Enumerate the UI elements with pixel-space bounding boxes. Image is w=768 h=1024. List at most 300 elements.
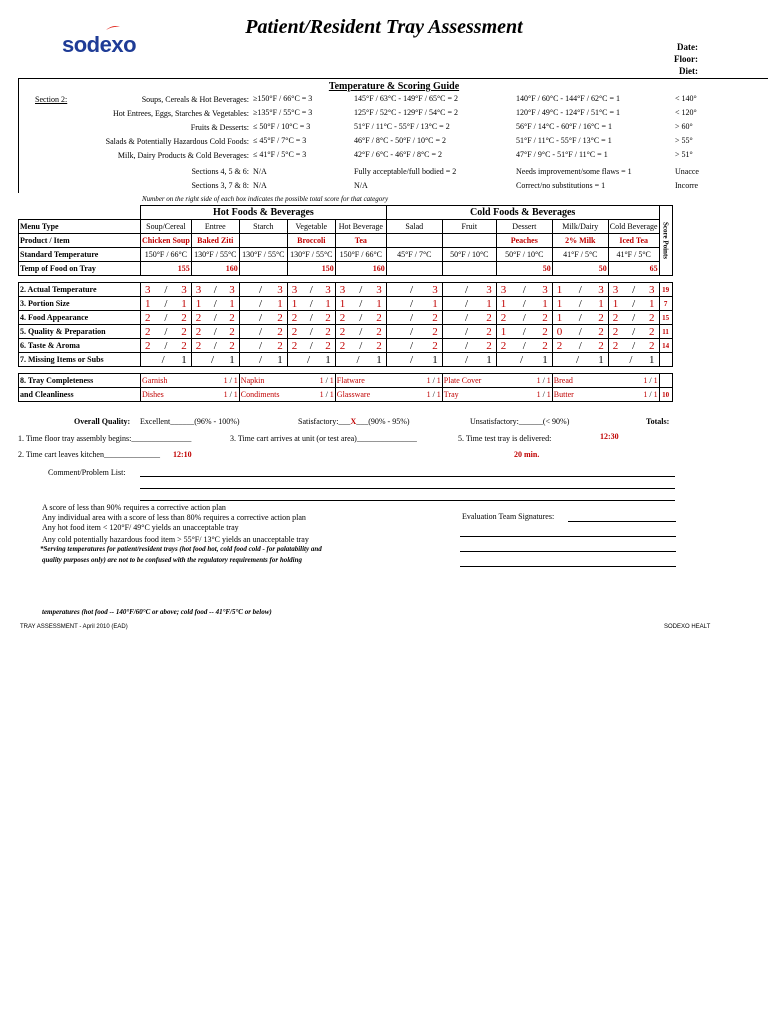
score-earned: 2 [339,325,346,338]
score-row-total [659,353,672,367]
score-max: 3 [325,283,331,296]
completeness-item-name: Tray [443,390,459,399]
score-cell[interactable] [239,353,287,367]
score-value [554,284,607,296]
completeness-item[interactable] [141,374,240,388]
score-slash: / [161,353,165,366]
guide-row-label: Fruits & Desserts: [190,123,249,132]
score-max: 1 [277,353,283,366]
score-max: 2 [181,339,187,352]
score-cell[interactable] [191,353,239,367]
tray-temp-cell[interactable]: 160 [191,262,239,276]
score-cell[interactable] [239,325,287,339]
score-cell[interactable] [442,311,496,325]
score-max: 1 [181,297,187,310]
score-cell[interactable] [191,311,239,325]
score-slash: / [410,325,414,338]
note-line: Any individual area with a score of less than 80% requires a corrective action plan [42,513,306,522]
row-label: Product / Item [19,234,141,248]
score-earned: 3 [195,283,202,296]
standard-temp-cell[interactable]: 130°F / 55°C [287,248,335,262]
group-header-row [19,206,673,220]
product-cell[interactable]: Iced Tea [608,234,659,248]
score-value [388,340,441,352]
score-slash: / [410,353,414,366]
score-earned: 3 [500,283,507,296]
completeness-item-score [643,376,657,385]
completeness-item[interactable] [141,388,240,402]
score-max: 1 [229,353,235,366]
score-cell[interactable] [386,325,442,339]
score-cell[interactable] [442,353,496,367]
score-slash: / [213,339,217,352]
score-slash: / [213,311,217,324]
score-max: 2 [486,339,492,352]
standard-temp-row [19,248,673,262]
score-value [337,354,385,366]
footer-right: SODEXO HEALT [664,624,711,630]
guide-row-c3: 140°F / 60°C - 144°F / 62°C = 1 [516,94,620,103]
score-value [498,340,551,352]
signature-line[interactable] [568,521,676,522]
tray-temp-cell[interactable] [386,262,442,276]
completeness-total: 10 [659,388,672,402]
menu-type-row [19,220,673,234]
signature-line[interactable] [460,536,676,537]
time-tray-delivered[interactable]: 5. Time test tray is delivered: [458,434,552,443]
completeness-item-score [320,376,334,385]
score-slash: / [259,297,263,310]
score-slash: / [522,283,526,296]
product-cell[interactable]: 2% Milk [552,234,608,248]
guide-row-c1: ≥135°F / 55°C = 3 [253,108,313,117]
score-cell[interactable] [335,325,386,339]
sections-378-label: Sections 3, 7 & 8: [191,181,249,190]
score-cell[interactable] [287,297,335,311]
score-earned: 2 [145,311,151,324]
score-value [142,326,190,338]
score-max: 1 [542,353,548,366]
guide-row-label: Hot Entrees, Eggs, Starches & Vegetables: [112,109,249,118]
time-cart-leaves[interactable]: 2. Time cart leaves kitchen______________ [18,450,160,459]
completeness-item-max: 1 [436,390,441,399]
score-slash: / [359,339,363,352]
completeness-item[interactable] [239,388,335,402]
completeness-item-score [537,390,551,399]
menu-type-cell[interactable]: Hot Beverage [335,220,386,234]
score-earned: 2 [556,339,563,352]
score-value [142,312,190,324]
completeness-item-max: 1 [233,390,238,399]
score-value [498,312,551,324]
score-cell[interactable] [608,339,659,353]
score-slash: / [259,311,263,324]
completeness-item[interactable] [442,374,552,388]
score-cell[interactable] [191,325,239,339]
product-cell[interactable] [442,234,496,248]
score-cell[interactable] [386,339,442,353]
completeness-item[interactable] [442,388,552,402]
satisfactory-label: Satisfactory:___ [298,417,351,426]
tray-temp-cell[interactable]: 65 [608,262,659,276]
score-max: 2 [432,339,438,352]
score-max: 2 [229,325,235,338]
completeness-slash: / [430,390,437,399]
score-value [610,298,658,310]
signature-line[interactable] [460,566,676,567]
score-slash: / [522,325,526,338]
score-value [610,312,658,324]
score-cell[interactable] [141,325,192,339]
score-cell[interactable] [552,283,608,297]
assessment-table [18,205,673,402]
score-earned: 2 [612,325,619,338]
completeness-item-value: 1 [536,390,541,399]
completeness-item-content [142,390,238,399]
score-earned: 2 [195,311,202,324]
score-cell[interactable] [386,311,442,325]
score-cell[interactable] [496,325,552,339]
tray-temp-cell[interactable] [239,262,287,276]
completeness-item[interactable] [552,388,659,402]
menu-type-cell[interactable]: Fruit [442,220,496,234]
score-row [19,325,673,339]
completeness-item-name: Glassware [336,390,371,399]
note-line: Any hot food item < 120°F/ 49°C yields an unacceptable tray [42,523,239,532]
score-row [19,297,673,311]
tray-temp-cell[interactable]: 50 [496,262,552,276]
comment-line[interactable] [140,476,675,477]
score-earned: 3 [339,283,346,296]
sections-456-c4: Unacce [675,167,699,176]
score-cell[interactable] [442,297,496,311]
score-earned: 3 [612,283,619,296]
score-cell[interactable] [496,283,552,297]
tray-temp-cell[interactable] [442,262,496,276]
score-cell[interactable] [552,325,608,339]
score-cell[interactable] [442,283,496,297]
sections-378-c3: Correct/no substitutions = 1 [516,181,606,190]
score-cell[interactable] [141,297,192,311]
score-cell[interactable] [552,353,608,367]
score-slash: / [359,283,363,296]
score-cell[interactable] [608,353,659,367]
score-cell[interactable] [442,339,496,353]
completeness-item-max: 1 [653,390,658,399]
score-slash: / [465,311,469,324]
sections-378-c1: N/A [253,181,267,190]
score-max: 2 [376,339,382,352]
score-slash: / [259,325,263,338]
score-max: 2 [598,311,604,324]
score-value [610,354,658,366]
completeness-item-content [241,390,334,399]
score-slash: / [629,353,633,366]
satisfactory-option[interactable] [298,417,410,426]
score-cell[interactable] [386,297,442,311]
completeness-item-content [337,390,441,399]
menu-type-cell[interactable]: Starch [239,220,287,234]
score-cell[interactable] [386,353,442,367]
score-slash: / [309,325,313,338]
score-max: 1 [229,297,235,310]
score-slash: / [522,297,526,310]
score-max: 3 [229,283,235,296]
score-cell[interactable] [191,339,239,353]
score-max: 2 [486,325,492,338]
score-slash: / [307,353,311,366]
product-cell[interactable]: Tea [335,234,386,248]
score-value [337,326,385,338]
score-row-total: 19 [659,283,672,297]
score-slash: / [309,311,313,324]
score-value [289,340,334,352]
completeness-item-content [554,390,658,399]
menu-type-cell[interactable]: Entree [191,220,239,234]
completeness-slash: / [647,376,654,385]
score-cell[interactable] [287,339,335,353]
score-row-total: 15 [659,311,672,325]
time-cart-arrives[interactable]: 3. Time cart arrives at unit (or test area)_______________ [230,434,417,443]
score-value [337,298,385,310]
completeness-item-content [444,376,551,385]
score-max: 2 [649,311,655,324]
standard-temp-cell[interactable]: 130°F / 55°C [239,248,287,262]
delivery-duration: 20 min. [514,450,540,459]
sections-456-label: Sections 4, 5 & 6: [191,167,249,176]
standard-temp-cell[interactable]: 150°F / 66°C [335,248,386,262]
tray-temp-cell[interactable]: 150 [287,262,335,276]
score-cell[interactable] [552,297,608,311]
score-cell[interactable] [287,283,335,297]
score-cell[interactable] [608,297,659,311]
tray-temp-cell[interactable]: 50 [552,262,608,276]
menu-type-cell[interactable]: Salad [386,220,442,234]
row-label: Menu Type [19,220,141,234]
score-cell[interactable] [335,353,386,367]
score-earned: 1 [556,297,563,310]
completeness-item-value: 1 [319,376,324,385]
score-cell[interactable] [552,339,608,353]
unsatisfactory-option[interactable]: Unsatisfactory:______(< 90%) [470,417,570,426]
guide-row-c2: 145°F / 63°C - 149°F / 65°C = 2 [354,94,458,103]
score-max: 1 [598,297,604,310]
score-max: 2 [229,311,235,324]
product-cell[interactable]: Peaches [496,234,552,248]
score-slash: / [164,283,168,296]
score-row-label: 2. Actual Temperature [19,283,141,297]
score-value [193,326,238,338]
score-max: 3 [486,283,492,296]
score-value [554,298,607,310]
score-max: 1 [649,353,655,366]
score-slash: / [164,339,168,352]
product-cell[interactable]: Chicken Soup [141,234,192,248]
score-row-total: 11 [659,325,672,339]
completeness-slash: / [647,390,654,399]
score-slash: / [465,325,469,338]
score-max: 3 [542,283,548,296]
score-cell[interactable] [335,311,386,325]
completeness-slash: / [227,376,234,385]
score-slash: / [632,297,636,310]
comment-line[interactable] [140,488,675,489]
score-max: 3 [598,283,604,296]
score-max: 1 [325,353,331,366]
score-cell[interactable] [386,283,442,297]
product-cell[interactable] [386,234,442,248]
score-slash: / [465,339,469,352]
time-tray-delivered-value: 12:30 [600,432,619,441]
score-slash: / [259,283,263,296]
score-value [193,354,238,366]
diet-field-label: Diet: [679,66,698,76]
score-earned: 1 [612,297,619,310]
score-cell[interactable] [191,297,239,311]
menu-type-cell[interactable]: Cold Beverage [608,220,659,234]
score-slash: / [213,283,217,296]
completeness-item-name: Condiments [240,390,280,399]
score-max: 2 [277,339,283,352]
score-cell[interactable] [335,339,386,353]
completeness-label: 8. Tray Completeness [19,374,141,388]
completeness-item-value: 1 [223,376,228,385]
score-value [388,312,441,324]
score-value [554,326,607,338]
completeness-item-score [224,390,238,399]
score-cell[interactable] [191,283,239,297]
score-slash: / [164,311,168,324]
time-assembly-begins[interactable]: 1. Time floor tray assembly begins:_______________ [18,434,192,443]
score-cell[interactable] [141,311,192,325]
menu-type-cell[interactable]: Milk/Dairy [552,220,608,234]
signature-line[interactable] [460,551,676,552]
score-slash: / [309,283,313,296]
score-cell[interactable] [335,297,386,311]
score-value [498,284,551,296]
score-cell[interactable] [552,311,608,325]
product-cell[interactable] [239,234,287,248]
score-slash: / [576,353,580,366]
score-cell[interactable] [287,325,335,339]
score-row [19,353,673,367]
score-max: 1 [649,297,655,310]
score-max: 2 [432,325,438,338]
score-cell[interactable] [287,353,335,367]
score-earned: 1 [556,283,563,296]
score-slash: / [632,325,636,338]
score-slash: / [632,339,636,352]
standard-temp-cell[interactable]: 41°F / 5°C [552,248,608,262]
score-cell[interactable] [141,339,192,353]
score-cell[interactable] [496,339,552,353]
completeness-item[interactable] [239,374,335,388]
standard-temp-cell[interactable]: 45°F / 7°C [386,248,442,262]
tray-temp-cell[interactable]: 160 [335,262,386,276]
comment-line[interactable] [140,500,675,501]
completeness-item[interactable] [335,388,442,402]
score-max: 2 [542,325,548,338]
section2-label: Section 2: [35,95,68,104]
completeness-item-value: 1 [319,390,324,399]
score-cell[interactable] [287,311,335,325]
score-cell[interactable] [141,283,192,297]
completeness-item[interactable] [335,374,442,388]
score-cell[interactable] [496,311,552,325]
score-earned: 3 [145,283,151,296]
score-cell[interactable] [442,325,496,339]
product-cell[interactable]: Baked Ziti [191,234,239,248]
completeness-item-name: Bread [553,376,573,385]
score-cell[interactable] [239,283,287,297]
date-field-label: Date: [677,42,698,52]
completeness-item-score [643,390,657,399]
menu-type-cell[interactable]: Vegetable [287,220,335,234]
score-max: 2 [325,339,331,352]
menu-type-cell[interactable]: Dessert [496,220,552,234]
score-value [241,326,286,338]
product-cell[interactable]: Broccoli [287,234,335,248]
standard-temp-cell[interactable]: 41°F / 5°C [608,248,659,262]
score-row-label: 4. Food Appearance [19,311,141,325]
score-cell[interactable] [335,283,386,297]
score-cell[interactable] [608,325,659,339]
score-cell[interactable] [141,353,192,367]
score-earned: 0 [556,325,563,338]
score-cell[interactable] [496,353,552,367]
standard-temp-cell[interactable]: 50°F / 10°C [496,248,552,262]
score-slash: / [578,325,582,338]
score-row [19,311,673,325]
score-value [142,298,190,310]
totals-label: Totals: [646,417,670,426]
score-max: 1 [486,353,492,366]
score-value [388,326,441,338]
menu-type-cell[interactable]: Soup/Cereal [141,220,192,234]
score-cell[interactable] [239,297,287,311]
score-max: 2 [325,311,331,324]
score-earned: 3 [291,283,298,296]
score-slash: / [578,297,582,310]
score-cell[interactable] [239,311,287,325]
completeness-item-max: 1 [546,390,551,399]
tray-temp-cell[interactable]: 155 [141,262,192,276]
score-cell[interactable] [608,283,659,297]
score-earned: 2 [291,311,298,324]
guide-row-c3: 47°F / 9°C - 51°F / 11°C = 1 [516,150,608,159]
standard-temp-cell[interactable]: 150°F / 66°C [141,248,192,262]
standard-temp-cell[interactable]: 130°F / 55°C [191,248,239,262]
score-value [388,354,441,366]
guide-row-c4: < 120° [675,108,697,117]
completeness-item-score [224,376,238,385]
excellent-option[interactable]: Excellent______(96% - 100%) [140,417,240,426]
score-cell[interactable] [496,297,552,311]
completeness-item[interactable] [552,374,659,388]
score-cell[interactable] [608,311,659,325]
blank-cell [19,206,141,220]
standard-temp-cell[interactable]: 50°F / 10°C [442,248,496,262]
score-max: 2 [649,325,655,338]
score-slash: / [359,297,363,310]
score-value [337,284,385,296]
score-max: 2 [376,325,382,338]
score-value [444,298,495,310]
guide-row-c2: 125°F / 52°C - 129°F / 54°C = 2 [354,108,458,117]
score-earned: 2 [145,339,151,352]
score-earned: 1 [500,325,507,338]
score-cell[interactable] [239,339,287,353]
